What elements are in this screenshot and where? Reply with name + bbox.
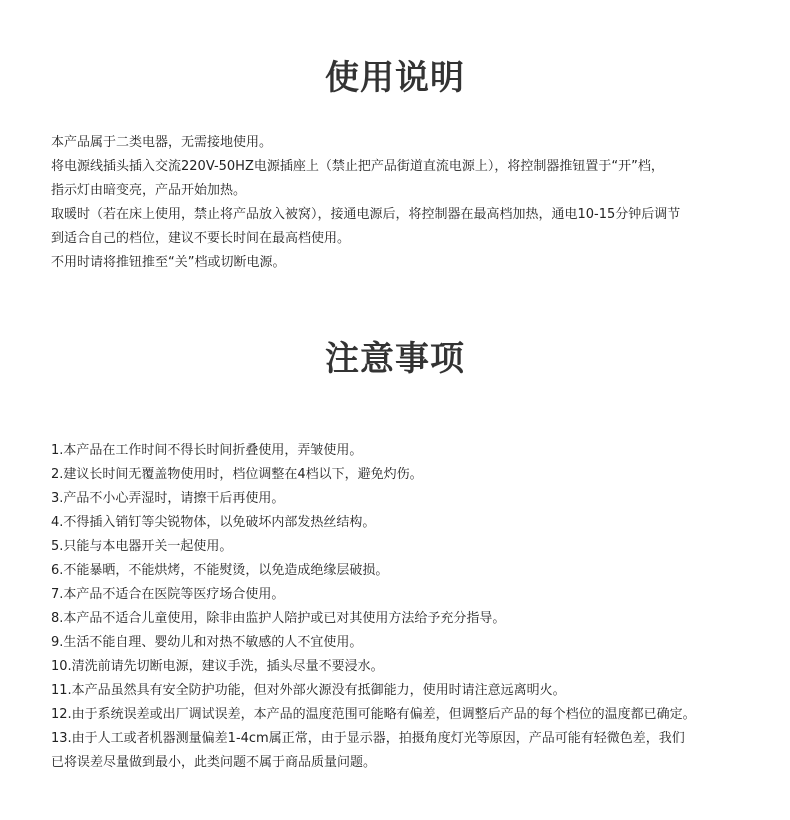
precaution-item: 8.本产品不适合儿童使用，除非由监护人陪护或已对其使用方法给予充分指导。 (51, 611, 506, 626)
precaution-item: 5.只能与本电器开关一起使用。 (51, 539, 233, 554)
precaution-item: 2.建议长时间无覆盖物使用时，档位调整在4档以下，避免灼伤。 (51, 467, 423, 482)
precaution-item: 已将误差尽量做到最小，此类问题不属于商品质量问题。 (51, 755, 377, 770)
precautions-list (51, 439, 751, 775)
usage-line: 本产品属于二类电器，无需接地使用。 (51, 135, 273, 150)
usage-line: 指示灯由暗变亮，产品开始加热。 (51, 183, 247, 198)
precaution-item: 3.产品不小心弄湿时，请擦干后再使用。 (51, 491, 285, 506)
precaution-item: 7.本产品不适合在医院等医疗场合使用。 (51, 587, 285, 602)
precaution-item: 4.不得插入销钉等尖锐物体，以免破坏内部发热丝结构。 (51, 515, 376, 530)
precaution-item: 11.本产品虽然具有安全防护功能，但对外部火源没有抵御能力，使用时请注意远离明火。 (51, 683, 566, 698)
notes-title: 注意事项 (325, 339, 465, 379)
usage-title: 使用说明 (325, 58, 465, 98)
precaution-item: 6.不能暴晒，不能烘烤，不能熨烫，以免造成绝缘层破损。 (51, 563, 389, 578)
usage-line: 将电源线插头插入交流220V-50HZ电源插座上（禁止把产品街道直流电源上），将控制器推钮置于“开”档， (51, 159, 664, 174)
precaution-item: 1.本产品在工作时间不得长时间折叠使用，弄皱使用。 (51, 443, 363, 458)
precaution-item: 10.清洗前请先切断电源，建议手洗，插头尽量不要浸水。 (51, 659, 384, 674)
usage-instructions (51, 131, 751, 275)
usage-line: 不用时请将推钮推至“关”档或切断电源。 (51, 255, 286, 270)
usage-line: 到适合自己的档位，建议不要长时间在最高档使用。 (51, 231, 351, 246)
usage-line: 取暖时（若在床上使用，禁止将产品放入被窝），接通电源后，将控制器在最高档加热，通电10-15分钟后调节 (51, 207, 681, 222)
precaution-item: 9.生活不能自理、婴幼儿和对热不敏感的人不宜使用。 (51, 635, 363, 650)
precaution-item: 13.由于人工或者机器测量偏差1-4cm属正常，由于显示器，拍摄角度灯光等原因，产品可能有轻微色差，我们 (51, 731, 685, 746)
precaution-item: 12.由于系统误差或出厂调试误差，本产品的温度范围可能略有偏差，但调整后产品的每个档位的温度都已确定。 (51, 707, 696, 722)
